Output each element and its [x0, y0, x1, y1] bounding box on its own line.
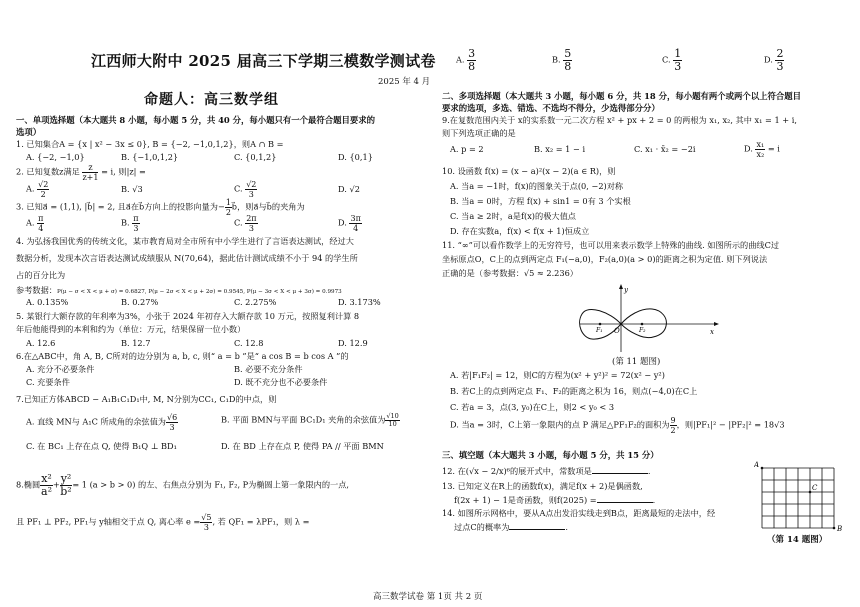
q6-option-b: B. 必要不充分条件: [234, 364, 303, 374]
q1-option-c: C. {0,1,2}: [234, 152, 277, 162]
point-b: [833, 527, 836, 530]
q13-line1: 13. 已知定义在R上的函数f(x)，满足f(x + 2)是偶函数,: [442, 481, 643, 491]
q3-c-den: 3: [248, 224, 254, 233]
q8-y-den: b²: [60, 485, 72, 498]
q8-c-den: 3: [674, 60, 682, 73]
q3-d-den: 4: [353, 224, 359, 233]
q6-option-d: D. 既不充分也不必要条件: [234, 377, 328, 387]
q3-option-c: [234, 214, 258, 233]
q8-pre: 8.椭圆: [16, 479, 41, 490]
section3-heading: 三、填空题（本大题共 3 小题，每小题 5 分，共 15 分）: [442, 450, 659, 460]
q11-d-num: 9: [670, 416, 676, 425]
q2-option-a: [26, 180, 49, 199]
q4-line3: 占的百分比为: [16, 270, 66, 280]
q8-line2-post: , 若 QF₁ = λPF₁，则 λ =: [212, 516, 310, 527]
point-a-label: A: [754, 461, 760, 469]
q2-b-value: √3: [132, 184, 143, 194]
q2-option-d: [338, 184, 360, 194]
q8-e-num: √5: [201, 513, 212, 522]
q7-option-c: C. 在 BC₁ 上存在点 Q, 使得 B₁Q ⊥ BD₁: [26, 441, 177, 451]
q8-d-num: 2: [776, 47, 784, 60]
q8-b-den: 8: [564, 60, 572, 73]
q10-stem: 10. 设函数 f(x) = (x − a)²(x − 2)(a ∈ R)，则: [442, 166, 616, 176]
q6-option-a: A. 充分不必要条件: [26, 364, 95, 374]
q13-stem: f(2x + 1) − 1是奇函数，则f(2025) =: [454, 495, 597, 505]
q4-line2: 数据分析，发现本次言语表达测试成绩服从 N(70,64)，据此估计测试成绩不小于 94 的学生所: [16, 253, 358, 263]
q10-option-d: D. 存在实数a，f(x) < f(x + 1)恒成立: [450, 226, 590, 236]
q4-option-d: D. 3.173%: [338, 297, 381, 307]
section2-heading-cont: 要求的选项，多选、错选、不选均不得分，少选得部分分）: [442, 103, 660, 113]
q14-line1: 14. 如图所示网格中，要从A点出发沿实线走到B点，距离最短的走法中，经: [442, 508, 716, 518]
q1-option-b: B. {−1,0,1,2}: [121, 152, 179, 162]
q11-option-a: A. 若|F₁F₂| = 12，则C的方程为(x² + y²)² = 72(x² − y²): [450, 370, 665, 380]
q8-c-label: C.: [662, 54, 671, 65]
q2-option-c: [234, 180, 257, 199]
q7-a-num: √6: [167, 413, 178, 422]
point-b-label: B: [837, 525, 843, 532]
page-footer: 高三数学试卷 第 1页 共 2 页: [373, 592, 483, 602]
q9-d-num: x₁: [756, 140, 765, 149]
f2-label: F₂: [639, 327, 646, 334]
q2-frac-den: z+1: [82, 173, 99, 182]
q6-option-c: C. 充要条件: [26, 377, 70, 387]
exam-date: 2025 年 4 月: [378, 77, 431, 87]
q8-d-label: D.: [764, 54, 773, 65]
q4-option-a: A. 0.135%: [26, 297, 69, 307]
q3-stem-pre: 3. 已知a⃗ = (1,1), |b⃗| = 2, 且a⃗在b⃗方向上的投影向量为−: [16, 201, 225, 212]
q10-option-b: B. 当a = 0时，方程 f(x) + sin1 = 0有 3 个实根: [450, 196, 631, 206]
q5-line2: 年后他能得到的本利和约为（单位：万元，结果保留一位小数）: [16, 324, 246, 334]
q2-stem-post: = i, 则|z| =: [101, 166, 146, 177]
q8-b-label: B.: [552, 54, 561, 65]
q5-option-b: B. 12.7: [121, 338, 151, 348]
q11-d-den: 2: [670, 426, 676, 435]
q7-a-text: A. 直线 MN与 A₁C 所成角的余弦值为: [26, 416, 166, 427]
q8-x-den: a²: [41, 485, 52, 498]
q3-a-label: A.: [26, 217, 35, 228]
focus-f1: [599, 323, 602, 326]
q7-b-num: √10: [386, 412, 399, 420]
q3-frac-den: 2: [225, 208, 231, 217]
q7-stem: 7.已知正方体ABCD − A₁B₁C₁D₁中, M, N分别为CC₁, C₁D的中点，则: [16, 394, 277, 404]
q8-a-num: 3: [468, 47, 476, 60]
q1-stem: 1. 已知集合A = {x | x² − 3x ≤ 0}, B = {−2, −1,0,1,2}，则A ∩ B =: [16, 139, 284, 149]
grid-lines: [762, 468, 834, 528]
q12-stem: 12. 在(√x − 2/x)⁶的展开式中，常数项是: [442, 466, 592, 476]
point-c-label: C: [812, 484, 818, 492]
q2-c-den: 3: [248, 190, 254, 199]
q8-e-den: 3: [203, 523, 209, 532]
q7-b-den: 10: [388, 420, 397, 428]
q13-answer-blank: [597, 494, 653, 503]
q4-option-b: B. 0.27%: [121, 297, 159, 307]
q9-option-b: B. x₂ = 1 − i: [534, 144, 586, 154]
q11-option-d: [450, 416, 785, 435]
section2-heading: 二、多项选择题（本大题共 3 小题，每小题 6 分，共 18 分，每小题有两个或两个以上符合题目: [442, 91, 802, 101]
q5-option-d: D. 12.9: [338, 338, 368, 348]
q10-option-a: A. 当a = −1时，f(x)的图象关于点(0, −2)对称: [450, 181, 624, 191]
q1-option-a: A. {−2, −1,0}: [26, 152, 85, 162]
q3-d-label: D.: [338, 217, 347, 228]
q2-b-label: B.: [121, 184, 130, 194]
q3-option-a: [26, 214, 44, 233]
q8-x-num: x²: [41, 472, 52, 485]
q4-ref-values: P(μ − σ < X < μ + σ) = 0.6827, P(μ − 2σ < X < μ + 2σ) = 0.9545, P(μ − 3σ < X < μ + 3σ) = 0.9973: [56, 289, 342, 295]
q8-option-d: [764, 48, 784, 73]
y-axis-arrow: [619, 284, 623, 289]
q7-option-b: [221, 413, 400, 428]
x-axis-arrow: [714, 322, 719, 326]
section1-heading: 一、单项选择题（本大题共 8 小题，每小题 5 分，共 40 分，每小题只有一个最符合题目要求的: [16, 115, 376, 125]
q2-c-label: C.: [234, 183, 243, 194]
q2-frac-num: z: [82, 163, 98, 173]
q4-line1: 4. 为弘扬我国优秀的传统文化，某市教育局对全市所有中小学生进行了言语表达测试，经过大: [16, 236, 354, 246]
q4-ref-label: 参考数据：: [16, 285, 57, 295]
point-c: [809, 491, 812, 494]
q11-line3: 正确的是（参考数据：√5 ≈ 2.236）: [442, 268, 578, 278]
exam-author: 命题人：高三数学组: [144, 92, 279, 108]
q12-end: .: [647, 466, 651, 476]
q3-stem: [16, 198, 305, 217]
q8-d-den: 3: [776, 60, 784, 73]
q8-option-c: [662, 48, 682, 73]
q3-stem-post: b⃗，则a⃗与b⃗的夹角为: [231, 201, 305, 212]
q8-line1: [16, 473, 349, 498]
right-column: [442, 0, 847, 607]
q8-plus: +: [52, 479, 60, 490]
q8-option-b: [552, 48, 572, 73]
q8-line2: [16, 513, 309, 532]
q12-text: [442, 465, 650, 477]
q2-stem-fraction: [82, 163, 98, 182]
q3-c-num: 2π: [246, 214, 257, 223]
q12-answer-blank: [592, 465, 648, 474]
q4-option-c: C. 2.275%: [234, 297, 277, 307]
q2-c-num: √2: [246, 180, 257, 189]
lemniscate-figure: [570, 282, 720, 354]
q5-option-a: A. 12.6: [26, 338, 56, 348]
q9-d-post: = i: [767, 143, 780, 154]
q14-end: .: [565, 522, 568, 532]
q3-b-label: B.: [121, 217, 130, 228]
q3-frac-num: 1: [225, 198, 231, 207]
q9-option-c: C. x₁ · x̄₂ = −2i: [634, 144, 696, 154]
q3-c-label: C.: [234, 217, 243, 228]
focus-f2: [641, 323, 644, 326]
q13-end: .: [652, 495, 656, 505]
q9-line2: 则下列选项正确的是: [442, 128, 516, 138]
section1-heading-cont: 选项）: [16, 127, 42, 137]
f1-label: F₁: [596, 327, 603, 334]
q2-d-value: √2: [349, 184, 360, 194]
q8-b-num: 5: [564, 47, 572, 60]
q3-option-b: [121, 214, 140, 233]
q11-line1: 11. “∞”可以看作数学上的无穷符号，也可以用来表示数学上特殊的曲线. 如图所示的曲线C过: [442, 240, 780, 250]
q8-a-den: 8: [468, 60, 476, 73]
x-axis-label: x: [710, 328, 714, 336]
q14-stem: 过点C的概率为: [454, 522, 510, 532]
q2-a-den: 2: [40, 190, 46, 199]
q9-option-a: A. p = 2: [450, 144, 484, 154]
q3-b-num: π: [133, 214, 139, 223]
q3-b-den: 3: [133, 224, 139, 233]
exam-title: 江西师大附中 2025 届高三下学期三模数学测试卷: [91, 52, 436, 70]
point-a: [761, 467, 764, 470]
q11-figure-caption: (第 11 题图): [612, 357, 661, 367]
q2-stem-pre: 2. 已知复数z满足: [16, 166, 80, 177]
q11-line2: 坐标原点O，C上的点到两定点 F₁(−a,0)，F₂(a,0)(a > 0)的距离之积为定值. 则下列说法: [442, 254, 768, 264]
q2-a-num: √2: [38, 180, 49, 189]
q3-a-den: 4: [38, 224, 44, 233]
q14-figure-caption: （第 14 题图）: [767, 535, 828, 545]
q7-option-a: [26, 413, 178, 432]
q2-a-label: A.: [26, 183, 35, 194]
q7-option-d: D. 在 BD 上存在点 P, 使得 PA // 平面 BMN: [221, 441, 384, 451]
q1-option-d: D. {0,1}: [338, 152, 373, 162]
q3-option-d: [338, 214, 362, 233]
q7-a-den: 3: [169, 423, 175, 432]
q8-y-num: y²: [60, 472, 72, 485]
q11-d-post: ，则|PF₁|² − |PF₂|² = 18√3: [676, 419, 785, 430]
origin-label: O: [614, 327, 620, 335]
q5-line1: 5. 某银行大额存款的年利率为3%，小张于 2024 年初存入大额存款 10 万元，按照复利计算 8: [16, 311, 360, 321]
grid-figure: [754, 460, 846, 532]
q8-post: = 1 (a > b > 0) 的左、右焦点分别为 F₁, F₂, P为椭圆上第一象限内的一点,: [72, 479, 350, 490]
q5-option-c: C. 12.8: [234, 338, 264, 348]
q9-d-den: x₂: [756, 150, 765, 159]
q13-line2: [454, 494, 655, 506]
q6-stem: 6.在△ABC中，角 A, B, C所对的边分别为 a, b, c, 则“ a = b ”是“ a cos B = b cos A ”的: [16, 351, 349, 361]
q4-reference: [16, 285, 342, 296]
q3-a-num: π: [38, 214, 44, 223]
q9-line1: 9.在复数范围内关于 x的实系数一元二次方程 x² + px + 2 = 0 的两根为 x₁, x₂, 其中 x₁ = 1 + i,: [442, 115, 797, 125]
q2-d-label: D.: [338, 184, 347, 194]
q2-option-b: [121, 184, 143, 194]
y-axis-label: y: [624, 286, 628, 294]
q14-answer-blank: [509, 521, 565, 530]
q9-d-label: D.: [744, 143, 753, 154]
q8-line2-pre: 且 PF₁ ⊥ PF₂, PF₁与 y轴相交于点 Q, 离心率 e =: [16, 516, 201, 527]
q8-c-num: 1: [674, 47, 682, 60]
q8-option-a: [456, 48, 476, 73]
q7-b-text: B. 平面 BMN与平面 BC₁D₁ 夹角的余弦值为: [221, 414, 386, 425]
q11-d-pre: D. 当a = 3时，C上第一象限内的点 P 满足△PF₁F₂的面积为: [450, 419, 670, 430]
q8-a-label: A.: [456, 54, 465, 65]
q11-option-c: C. 若a = 3，点(3, y₀)在C上，则2 < y₀ < 3: [450, 402, 615, 412]
q9-option-d: [744, 140, 780, 159]
q3-d-num: 3π: [350, 214, 361, 223]
q10-option-c: C. 当a ≥ 2时，a是f(x)的极大值点: [450, 211, 576, 221]
q11-option-b: B. 若C上的点到两定点 F₁、F₂的距离之积为 16，则点(−4,0)在C上: [450, 386, 698, 396]
q14-line2: [454, 521, 568, 533]
